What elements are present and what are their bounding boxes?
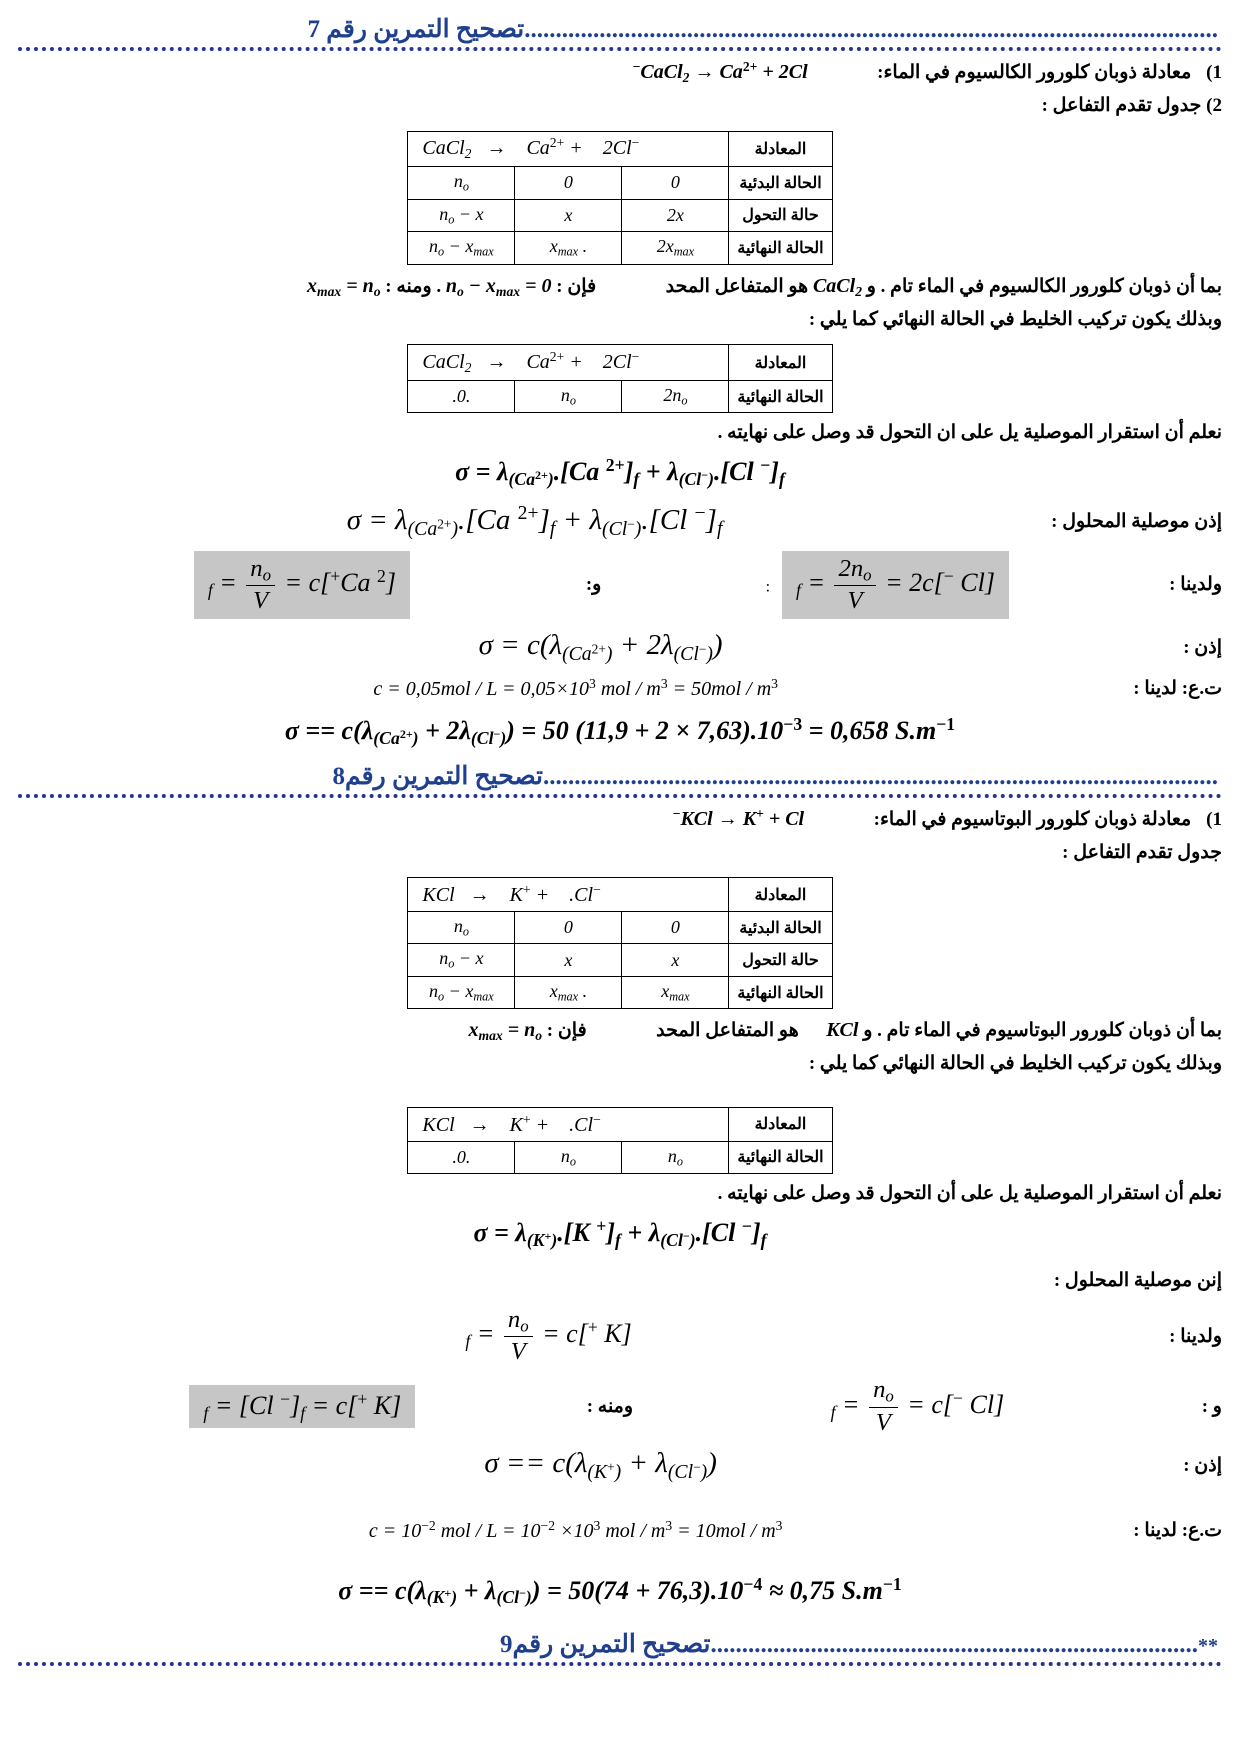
ex8-t1-r2-c2: x xyxy=(515,944,622,976)
ex7-mixture-line: وبذلك يكون تركيب الخليط في الحالة النهائي كما يلي : xyxy=(808,308,1222,330)
ex7-then-eq: $\sigma = c(\lambda_{(Ca^{2+})} + 2\lambda_{(Cl^-)})$ xyxy=(478,629,723,665)
ex7-limiting-text-3: فإن : xyxy=(556,275,597,297)
ex7-molar-row xyxy=(18,502,1222,540)
ex7-limiting-text-2: هو المتفاعل المحد xyxy=(665,275,809,297)
ex7-final-table-wrap xyxy=(18,344,1222,413)
ex8-q1-number: 1) xyxy=(1206,809,1222,831)
heading-dots-ex8: ............................................................................................................ xyxy=(543,763,1218,791)
ex7-t1-r2-c2: x xyxy=(515,199,622,231)
ex8-t1-equation-row: KCl → K+ + .Cl− xyxy=(408,878,729,912)
ex7-limiting-text-1: بما أن ذوبان كلورور الكالسيوم في الماء تام . و xyxy=(866,275,1222,297)
table-row xyxy=(408,976,832,1008)
table-row xyxy=(408,199,832,231)
ex7-t2-c3: $2n_o$ xyxy=(622,380,729,412)
ex7-limiting-formula: CaCl$_2$ xyxy=(812,274,862,299)
ex7-t2-c2: $n_o$ xyxy=(515,380,622,412)
table-row xyxy=(408,911,832,943)
ex8-cl-concentration: [Cl $^-]_f$ = $\frac{n_o}{V}$ = c xyxy=(830,1376,1005,1436)
ex8-t1-r1-label: الحالة البدئية xyxy=(729,911,832,943)
ex7-t1-r2-c1: $n_o - x$ xyxy=(408,199,515,231)
ex7-t1-r3-label: الحالة النهائية xyxy=(729,232,832,264)
ex8-t1-r3-c1: $n_o - x_{max}$ xyxy=(408,976,515,1008)
ex7-app-label: ت.ع: لدينا : xyxy=(1133,677,1222,699)
ex8-app-label: ت.ع: لدينا : xyxy=(1133,1519,1222,1541)
ex8-t1-r3-c3: $x_{max}$ xyxy=(622,976,729,1008)
ex8-limiting-text-2: هو المتفاعل المحد xyxy=(656,1020,799,1042)
ex8-t1-r2-c1: $n_o - x$ xyxy=(408,944,515,976)
ex7-t1-col-header: المعادلة xyxy=(729,131,832,167)
ex8-k-concentration: [K $^+]_f$ = $\frac{n_o}{V}$ = c xyxy=(465,1305,632,1365)
heading-dots-ex7: ............................................................................................................... xyxy=(524,16,1218,43)
ex7-conductivity-note: نعلم أن استقرار الموصلية يل على ان التحول قد وصل على نهايته . xyxy=(717,422,1222,444)
table-row xyxy=(408,345,832,381)
ex8-t1-col-header: المعادلة xyxy=(729,878,832,912)
ex8-equal-concentrations: [K $^+]_f = [Cl$ $^-]_f = c$ xyxy=(189,1385,415,1428)
ex7-t1-r3-c3: $2x_{max}$ xyxy=(622,232,729,264)
ex7-t2-row-label: الحالة النهائية xyxy=(729,380,832,412)
ex8-c-value: $c = 10^{-2}$ mol / $L = 10^{-2} \times 10^3$ mol / $m^3 = 10mol / m^3$ xyxy=(368,1517,783,1542)
ex7-cl-concentration: [Cl $^-]_f$ = $\frac{2n_o}{V}$ = 2c xyxy=(782,551,1009,620)
ex7-t1-r3-c1: $n_o - x_{max}$ xyxy=(408,232,515,264)
ex7-molar-label: إذن موصلية المحلول : xyxy=(1051,510,1222,532)
ex7-sigma-eq-2: $\sigma = \lambda_{(Ca^{2+})}.[Ca$ $^{2+}]_f + \lambda_{(Cl^-)}.[Cl$ $^-]_f$ xyxy=(346,502,723,540)
ex7-progress-table-wrap xyxy=(18,131,1222,265)
ex7-q1-number: 1) xyxy=(1206,62,1222,83)
ex8-sigma-eq-1: $\sigma = \lambda_{(K^+)}.[K$ $^+]_f + \lambda_{(Cl^-)}.[Cl$ $^-]_f$ xyxy=(473,1215,767,1250)
ex8-t2-c3: $n_o$ xyxy=(622,1141,729,1173)
ex7-q1-equation: CaCl$_2$ → $Ca^{2+} + 2Cl^-$ xyxy=(632,59,808,85)
table-row xyxy=(408,167,832,199)
ex7-final-result: $\sigma == c(\lambda_{(Ca^{2+})} + 2\lambda_{(Cl^-)}) = 50$ $(11,9 + 2 \times 7,63).10^{-3} = 0,658$ $S.m^{-1}$ xyxy=(284,713,956,748)
ex8-t1-r2-c3: x xyxy=(622,944,729,976)
ex7-t1-r1-c3: 0 xyxy=(622,167,729,199)
ex8-q1-text: معادلة ذوبان كلورور البوتاسيوم في الماء: xyxy=(873,809,1192,831)
ex7-ca-cell xyxy=(18,551,586,620)
heading-text-ex9: تصحيح التمرين رقم9 xyxy=(500,1630,711,1658)
table-row xyxy=(408,380,832,412)
ex8-t1-r3-label: الحالة النهائية xyxy=(729,976,832,1008)
ex8-limiting-eq2: $x_{max} = n_o$ xyxy=(468,1019,543,1044)
ex7-limiting-text-4: . ومنه : xyxy=(385,275,442,297)
ex7-then-label: إذن : xyxy=(1183,637,1222,659)
ex8-question-2: جدول تقدم التفاعل : xyxy=(1062,841,1222,863)
table-row xyxy=(408,131,832,167)
ex7-t1-r2-label: حالة التحول xyxy=(729,199,832,231)
ex8-connector-and: و : xyxy=(1201,1396,1222,1418)
section-divider-ex7 xyxy=(18,47,1222,51)
ex8-t1-r3-c2: $x_{max}$ . xyxy=(515,976,622,1008)
ex7-connector-and: و: xyxy=(585,574,602,596)
heading-text-ex7: تصحيح التمرين رقم 7 xyxy=(307,16,525,43)
heading-dots-ex9: .............................................................................. xyxy=(710,1630,1198,1658)
ex7-limiting-eq1: $n_o - x_{max} = 0$ xyxy=(445,274,552,299)
ex8-limiting-formula: KCl xyxy=(826,1019,859,1042)
table-row xyxy=(408,878,832,912)
section-heading-ex7 xyxy=(18,14,1222,46)
ex7-have-label: ولدينا : xyxy=(1169,574,1222,596)
ex8-have-label: ولدينا : xyxy=(1169,1325,1222,1347)
ex8-q1-equation: KCl → K+ + Cl− xyxy=(672,806,805,831)
ex8-then-label: إذن : xyxy=(1183,1454,1222,1476)
section-divider-ex8 xyxy=(18,794,1222,798)
ex8-mixture-line: وبذلك يكون تركيب الخليط في الحالة النهائي كما يلي : xyxy=(808,1053,1222,1075)
ex8-t2-row-label: الحالة النهائية xyxy=(729,1141,832,1173)
ex8-conductivity-note: نعلم أن استقرار الموصلية يل على أن التحول قد وصل على نهايته . xyxy=(717,1183,1222,1205)
ex8-progress-table-wrap xyxy=(18,877,1222,1009)
ex7-t1-r3-c2: $x_{max}$ . xyxy=(515,232,622,264)
ex8-t2-col-header: المعادلة xyxy=(729,1107,832,1141)
ex7-cl-cell: [Cl $^-]_f$ = $\frac{2n_o}{V}$ = 2c : xyxy=(601,551,1169,620)
ex7-application-row xyxy=(18,676,1222,701)
ex7-t2-equation-row: CaCl$_2$ → $Ca^{2+}$ + 2Cl− xyxy=(408,345,729,381)
ex7-t1-r1-c2: 0 xyxy=(515,167,622,199)
ex8-then-eq: $\sigma == c(\lambda_{(K^+)} + \lambda_{(Cl^-)})$ xyxy=(484,1447,717,1483)
ex7-question-1 xyxy=(18,57,1222,88)
ex8-final-table xyxy=(407,1107,832,1174)
ex7-progress-table xyxy=(407,131,832,265)
ex8-t1-r1-c1: $n_o$ xyxy=(408,911,515,943)
ex8-limiting-line xyxy=(18,1015,1222,1046)
ex8-t1-r1-c3: 0 xyxy=(622,911,729,943)
section-heading-ex9 xyxy=(18,1629,1222,1661)
ex8-t1-r2-label: حالة التحول xyxy=(729,944,832,976)
ex7-limiting-line xyxy=(18,271,1222,302)
ex7-t1-r1-label: الحالة البدئية xyxy=(729,167,832,199)
section-divider-ex9 xyxy=(18,1662,1222,1666)
heading-text-ex8: تصحيح التمرين رقم8 xyxy=(332,763,543,791)
ex8-t2-c2: $n_o$ xyxy=(515,1141,622,1173)
ex7-final-table xyxy=(407,344,832,413)
table-row xyxy=(408,1141,832,1173)
ex8-t2-equation-row: KCl → K+ + .Cl− xyxy=(408,1107,729,1141)
table-row xyxy=(408,944,832,976)
ex7-question-2: 2) جدول تقدم التفاعل : xyxy=(1041,95,1222,117)
ex8-progress-table xyxy=(407,877,832,1009)
ex7-t2-c1: .0. xyxy=(408,380,515,412)
table-row xyxy=(408,1107,832,1141)
heading-stars-ex9: ** xyxy=(1198,1634,1218,1657)
section-heading-ex8 xyxy=(18,761,1222,793)
ex7-c-value: $c = 0,05mol / L = 0,05\times 10^3$ mol / $m^3 = 50mol / m^3$ xyxy=(373,675,778,700)
ex8-connector-hence: ومنه : xyxy=(586,1396,634,1418)
ex8-equal-cell xyxy=(18,1385,587,1428)
ex8-then-row xyxy=(18,1447,1222,1484)
ex7-t1-r2-c3: 2x xyxy=(622,199,729,231)
ex7-ca-concentration: [Ca $^{2+}]_f$ = $\frac{n_o}{V}$ = c xyxy=(194,551,410,620)
table-row xyxy=(408,232,832,264)
ex8-molar-label: إنن موصلية المحلول : xyxy=(1053,1270,1222,1292)
ex7-t2-col-header: المعادلة xyxy=(729,345,832,381)
ex7-q1-text: معادلة ذوبان كلورور الكالسيوم في الماء: xyxy=(877,62,1192,83)
ex7-then-row xyxy=(18,629,1222,666)
ex7-t1-equation-row: CaCl$_2$ → $Ca^{2+}$ + 2Cl− xyxy=(408,131,729,167)
ex7-concentrations-row xyxy=(18,551,1222,620)
ex7-limiting-eq2: $x_{max} = n_o$ xyxy=(307,274,381,299)
ex8-application-row xyxy=(18,1518,1222,1543)
ex8-final-table-wrap xyxy=(18,1107,1222,1174)
ex8-t1-r1-c2: 0 xyxy=(515,911,622,943)
ex8-t2-c1: .0. xyxy=(408,1141,515,1173)
ex8-cl-row xyxy=(18,1376,1222,1437)
ex8-question-1 xyxy=(18,804,1222,835)
ex8-limiting-text-3: فإن : xyxy=(546,1020,587,1042)
ex7-sigma-eq-1: $\sigma = \lambda_{(Ca^{2+})}.[Ca$ $^{2+}]_f + \lambda_{(Cl^-)}.[Cl$ $^-]_f$ xyxy=(455,454,785,489)
ex7-t1-r1-c1: $n_o$ xyxy=(408,167,515,199)
ex8-k-row xyxy=(18,1306,1222,1367)
ex8-limiting-text-1: بما أن ذوبان كلورور البوتاسيوم في الماء تام . و xyxy=(863,1020,1222,1042)
ex8-final-result: $\sigma == c(\lambda_{(K^+)} + \lambda_{(Cl^-)}) = 50(74 + 76,3).10^{-4} \approx 0,75$ $S.m^{-1}$ xyxy=(338,1573,902,1608)
